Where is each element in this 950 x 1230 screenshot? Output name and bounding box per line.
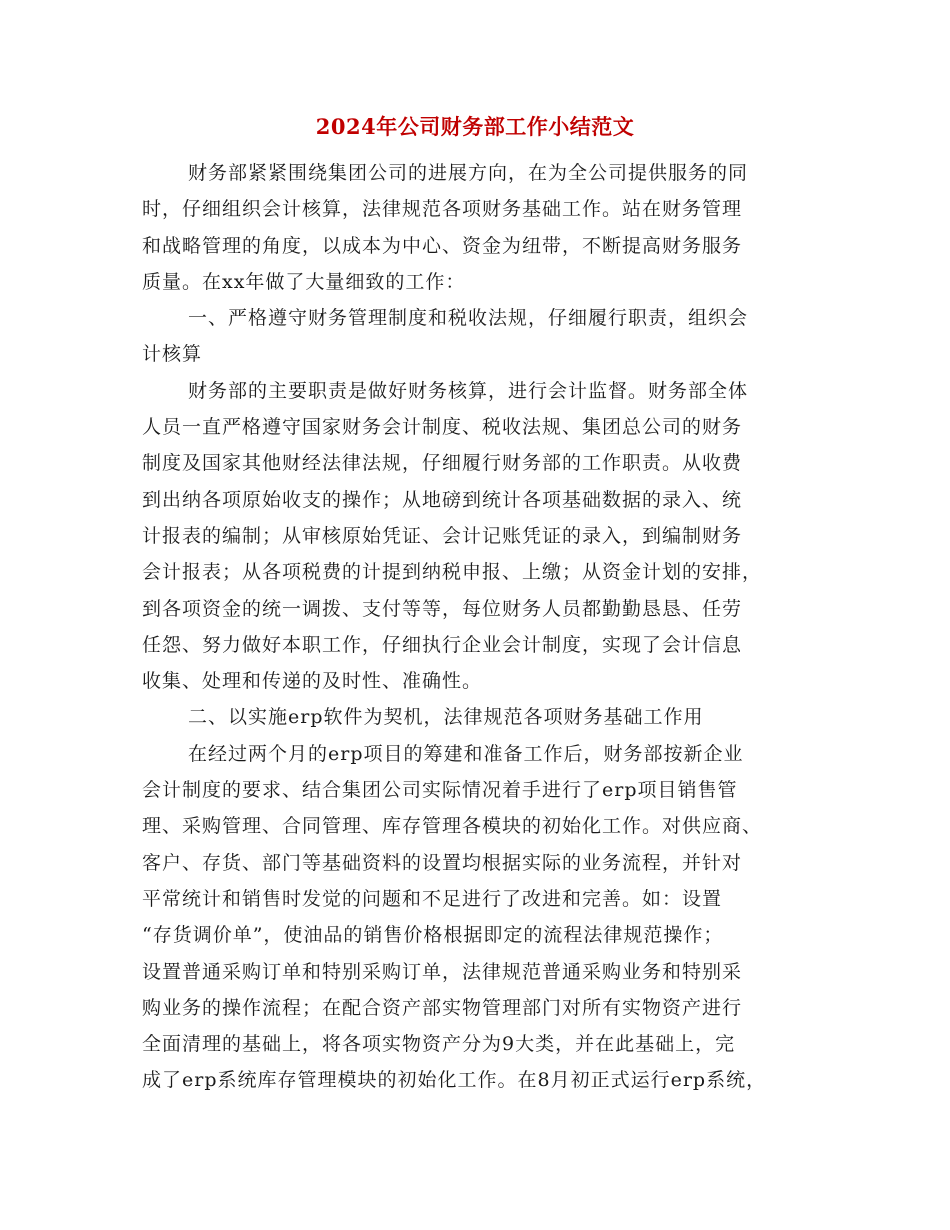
text-line: 全面清理的基础上，将各项实物资产分为9大类，并在此基础上，完 [142, 1033, 736, 1056]
text-line: 质量。在xx年做了大量细致的工作： [142, 270, 466, 293]
text-line: 一、严格遵守财务管理制度和税收法规，仔细履行职责，组织会 [188, 307, 749, 330]
text-line: 计核算 [142, 343, 203, 366]
text-line: 人员一直严格遵守国家财务会计制度、税收法规、集团总公司的财务 [142, 416, 743, 439]
text-line: 在经过两个月的erp项目的筹建和准备工作后，财务部按新企业 [188, 742, 744, 765]
text-line: 会计报表；从各项税费的计提到纳税申报、上缴；从资金计划的安排， [142, 561, 763, 584]
text-line: 和战略管理的角度，以成本为中心、资金为纽带，不断提高财务服务 [142, 234, 743, 257]
text-line: 计报表的编制；从审核原始凭证、会计记账凭证的录入，到编制财务 [142, 524, 743, 547]
document-title: 2024年公司财务部工作小结范文 [315, 114, 635, 139]
text-line: 时，仔细组织会计核算，法律规范各项财务基础工作。站在财务管理 [142, 198, 743, 221]
text-line: 平常统计和销售时发觉的问题和不足进行了改进和完善。如：设置 [142, 887, 723, 910]
text-line: 成了erp系统库存管理模块的初始化工作。在8月初正式运行erp系统， [142, 1069, 767, 1092]
text-line: 财务部紧紧围绕集团公司的进展方向，在为全公司提供服务的同 [188, 162, 749, 184]
text-line: 收集、处理和传递的及时性、准确性。 [142, 670, 483, 693]
text-line: 到各项资金的统一调拨、支付等等，每位财务人员都勤勤恳恳、任劳 [142, 597, 743, 620]
text-line: 客户、存货、部门等基础资料的设置均根据实际的业务流程，并针对 [142, 851, 743, 874]
text-line: 会计制度的要求、结合集团公司实际情况着手进行了erp项目销售管 [142, 779, 738, 802]
text-line: 任怨、努力做好本职工作，仔细执行企业会计制度，实现了会计信息 [142, 633, 743, 656]
text-line: 理、采购管理、合同管理、库存管理各模块的初始化工作。对供应商、 [142, 815, 763, 838]
text-line: 购业务的操作流程；在配合资产部实物管理部门对所有实物资产进行 [142, 996, 743, 1019]
text-line: 设置普通采购订单和特别采购订单，法律规范普通采购业务和特别采 [142, 960, 743, 983]
document-body [142, 155, 818, 1099]
text-line: 二、以实施erp软件为契机，法律规范各项财务基础工作用 [188, 706, 704, 729]
text-line: 财务部的主要职责是做好财务核算，进行会计监督。财务部全体 [188, 379, 749, 402]
text-line: 制度及国家其他财经法律法规，仔细履行财务部的工作职责。从收费 [142, 452, 743, 475]
text-line: “存货调价单”，使油品的销售价格根据即定的流程法律规范操作； [142, 924, 724, 947]
text-line: 到出纳各项原始收支的操作；从地磅到统计各项基础数据的录入、统 [142, 488, 743, 511]
